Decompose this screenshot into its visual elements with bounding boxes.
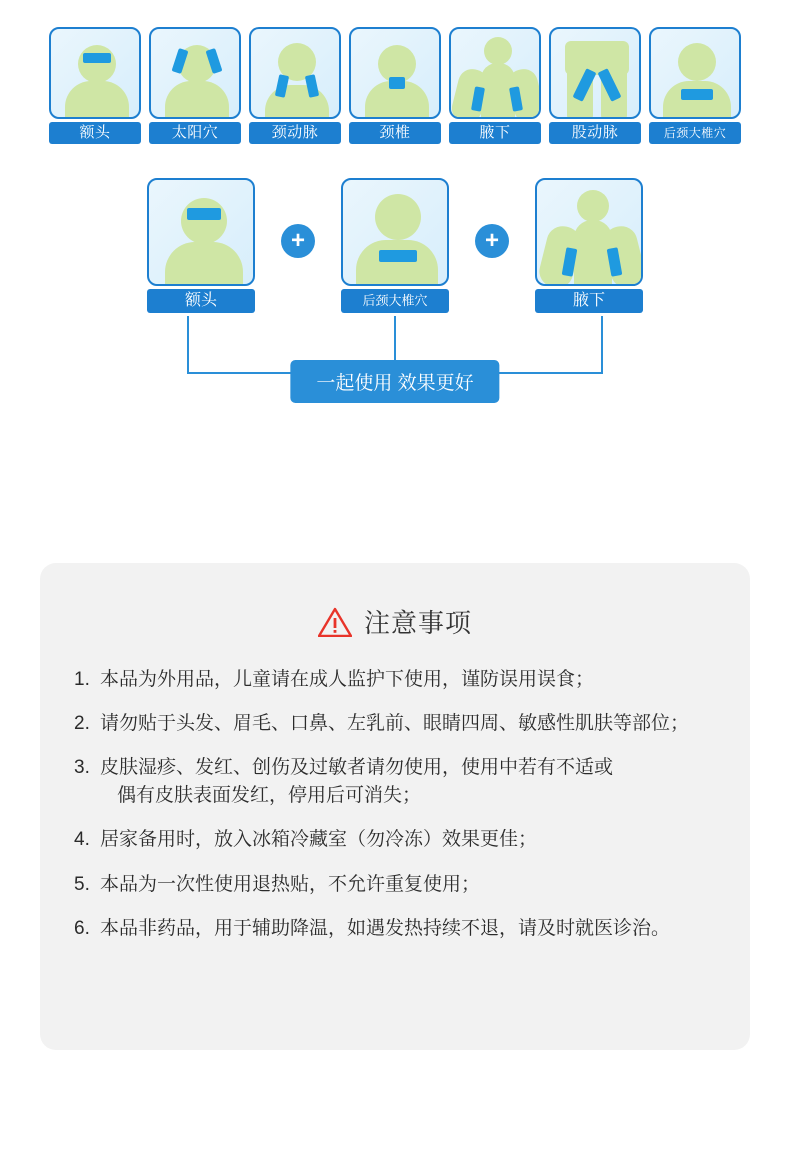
notice-number: 5.	[74, 873, 90, 895]
warning-triangle-icon	[318, 607, 352, 637]
notice-text: 本品为一次性使用退热贴，不允许重复使用；	[100, 873, 481, 895]
temple-figure-icon	[149, 27, 241, 119]
combo-card-forehead[interactable]	[147, 178, 255, 313]
notice-number: 2.	[74, 713, 90, 735]
list-item	[74, 666, 716, 694]
spot-card-row	[0, 0, 790, 144]
notice-title-row	[74, 603, 716, 640]
notice-number: 4.	[74, 829, 90, 851]
combo-label: 后颈大椎穴	[341, 289, 449, 313]
spot-label: 股动脉	[549, 122, 641, 144]
connector-line-left-vertical	[187, 316, 189, 373]
spot-card-dazhui[interactable]	[649, 27, 741, 144]
spot-card-forehead[interactable]	[49, 27, 141, 144]
notice-text: 请勿贴于头发、眉毛、口鼻、左乳前、眼睛四周、敏感性肌肤等部位；	[100, 713, 690, 735]
forehead-figure-icon	[49, 27, 141, 119]
notice-text: 本品为外用品，儿童请在成人监护下使用，谨防误用误食；	[100, 669, 595, 690]
notice-panel	[40, 563, 750, 1050]
notice-list	[74, 666, 716, 943]
list-item	[74, 754, 716, 810]
spot-card-cervical-spine[interactable]	[349, 27, 441, 144]
combo-card-dazhui[interactable]	[341, 178, 449, 313]
plus-icon: +	[475, 224, 509, 258]
combo-label: 腋下	[535, 289, 643, 313]
list-item	[74, 915, 716, 943]
notice-text: 本品非药品，用于辅助降温，如遇发热持续不退，请及时就医诊治。	[100, 917, 671, 939]
armpit-figure-icon	[535, 178, 643, 286]
spot-card-armpit[interactable]	[449, 27, 541, 144]
plus-icon: +	[281, 224, 315, 258]
spot-label: 后颈大椎穴	[649, 122, 741, 144]
list-item	[74, 871, 716, 899]
notice-number: 1.	[74, 669, 90, 690]
dazhui-point-figure-icon	[341, 178, 449, 286]
connector-line-right-vertical	[601, 316, 603, 373]
spot-label: 太阳穴	[149, 122, 241, 144]
spot-label: 颈椎	[349, 122, 441, 144]
notice-text: 居家备用时，放入冰箱冷藏室（勿冷冻）效果更佳；	[100, 829, 538, 851]
forehead-figure-icon	[147, 178, 255, 286]
spot-label: 额头	[49, 122, 141, 144]
cervical-spine-figure-icon	[349, 27, 441, 119]
together-usage-banner: 一起使用 效果更好	[290, 360, 499, 403]
notice-title-text: 注意事项	[363, 608, 472, 638]
notice-text-line2: 偶有皮肤表面发红，停用后可消失；	[117, 785, 422, 807]
carotid-figure-icon	[249, 27, 341, 119]
spot-label: 颈动脉	[249, 122, 341, 144]
spot-card-femoral-artery[interactable]	[549, 27, 641, 144]
armpit-figure-icon	[449, 27, 541, 119]
combo-label: 额头	[147, 289, 255, 313]
list-item	[74, 826, 716, 854]
list-item	[74, 710, 716, 738]
notice-number: 3.	[74, 757, 90, 779]
combo-card-row	[0, 178, 790, 313]
femoral-artery-figure-icon	[549, 27, 641, 119]
notice-text	[100, 754, 716, 810]
spot-card-temple[interactable]	[149, 27, 241, 144]
spot-card-carotid[interactable]	[249, 27, 341, 144]
notice-number: 6.	[74, 917, 90, 939]
spot-label: 腋下	[449, 122, 541, 144]
notice-text-line1: 皮肤湿疹、发红、创伤及过敏者请勿使用，使用中若有不适或	[100, 757, 614, 779]
dazhui-point-figure-icon	[649, 27, 741, 119]
combo-card-armpit[interactable]	[535, 178, 643, 313]
combination-section	[0, 178, 790, 418]
